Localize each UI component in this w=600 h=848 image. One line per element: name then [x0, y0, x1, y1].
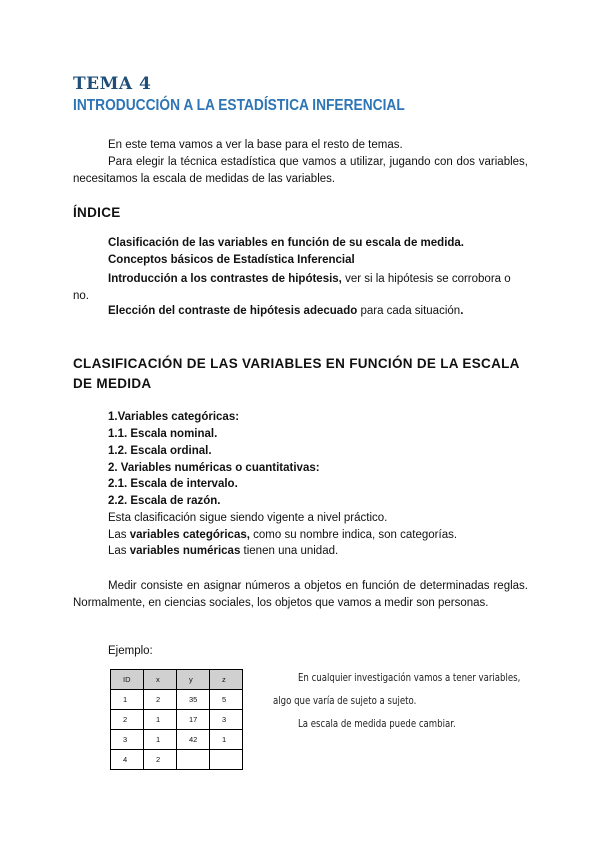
example-table: [110, 669, 243, 770]
list-line-9-b: variables numéricas: [129, 545, 241, 557]
handwritten-note-3: La escala de medida puede cambiar.: [298, 717, 456, 730]
table-header-cell: y: [177, 670, 210, 690]
table-row: [111, 730, 243, 750]
table-cell: 1: [210, 730, 243, 750]
intro-paragraph-1: En este tema vamos a ver la base para el resto de temas.: [108, 139, 403, 151]
table-header-cell: ID: [111, 670, 144, 690]
table-cell: 35: [177, 690, 210, 710]
index-item-4-end: .: [460, 305, 464, 317]
table-header-cell: x: [144, 670, 177, 690]
table-header-cell: z: [210, 670, 243, 690]
chapter-title: INTRODUCCIÓN A LA ESTADÍSTICA INFERENCIAL: [73, 97, 405, 114]
list-line-8: [108, 529, 457, 541]
list-line-9-a: Las: [108, 545, 130, 557]
handwritten-note-1: En cualquier investigación vamos a tener variables,: [298, 671, 521, 684]
list-line-1: 1.Variables categóricas:: [108, 411, 240, 423]
index-item-2: Conceptos básicos de Estadística Inferencial: [108, 254, 355, 266]
table-row: [111, 710, 243, 730]
intro-paragraph-2: Para elegir la técnica estadística que vamos a utilizar, jugando con dos variables, necesitamos la escala de medidas de las variables.: [73, 156, 528, 185]
classification-heading: CLASIFICACIÓN DE LAS VARIABLES EN FUNCIÓN DE LA ESCALA DE MEDIDA: [73, 356, 520, 391]
index-item-3: [73, 271, 528, 305]
example-label: Ejemplo:: [108, 645, 153, 657]
table-cell: 2: [111, 710, 144, 730]
table-cell: 3: [210, 710, 243, 730]
table-cell: 42: [177, 730, 210, 750]
list-line-3: 1.2. Escala ordinal.: [108, 445, 212, 457]
table-cell: 17: [177, 710, 210, 730]
handwritten-note-2: algo que varía de sujeto a sujeto.: [273, 694, 417, 707]
list-line-6: 2.2. Escala de razón.: [108, 495, 221, 507]
table-cell: [210, 750, 243, 770]
measure-paragraph: Medir consiste en asignar números a objetos en función de determinadas reglas. Normalmente, en ciencias sociales, los objetos que vamos a medir son personas.: [73, 580, 528, 609]
index-item-3-rest: ver si la hipótesis se corrobora o no.: [73, 273, 511, 302]
index-heading: ÍNDICE: [73, 205, 121, 220]
table-cell: [177, 750, 210, 770]
table-header-row: [111, 670, 243, 690]
list-line-5: 2.1. Escala de intervalo.: [108, 478, 238, 490]
list-line-8-c: como su nombre indica, son categorías.: [249, 529, 458, 541]
index-item-3-bold: Introducción a los contrastes de hipótesis,: [108, 273, 342, 285]
list-line-8-a: Las: [108, 529, 130, 541]
list-line-2: 1.1. Escala nominal.: [108, 428, 218, 440]
table-row: [111, 690, 243, 710]
index-item-4-bold: Elección del contraste de hipótesis adecuado: [108, 305, 358, 317]
table-cell: 2: [144, 750, 177, 770]
table-cell: 4: [111, 750, 144, 770]
table-cell: 2: [144, 690, 177, 710]
list-line-8-b: variables categóricas,: [129, 529, 250, 541]
table-cell: 5: [210, 690, 243, 710]
list-line-9: [108, 545, 338, 557]
list-line-7: Esta clasificación sigue siendo vigente a nivel práctico.: [108, 512, 388, 524]
chapter-number: TEMA 4: [73, 74, 152, 94]
table-cell: 1: [144, 710, 177, 730]
table-cell: 1: [111, 690, 144, 710]
index-item-4-rest: para cada situación: [357, 305, 461, 317]
table-cell: 1: [144, 730, 177, 750]
table-row: [111, 750, 243, 770]
table-cell: 3: [111, 730, 144, 750]
list-line-4: 2. Variables numéricas o cuantitativas:: [108, 462, 320, 474]
index-item-1: Clasificación de las variables en función de su escala de medida.: [108, 237, 465, 249]
index-item-4: [108, 305, 463, 317]
list-line-9-c: tienen una unidad.: [240, 545, 339, 557]
